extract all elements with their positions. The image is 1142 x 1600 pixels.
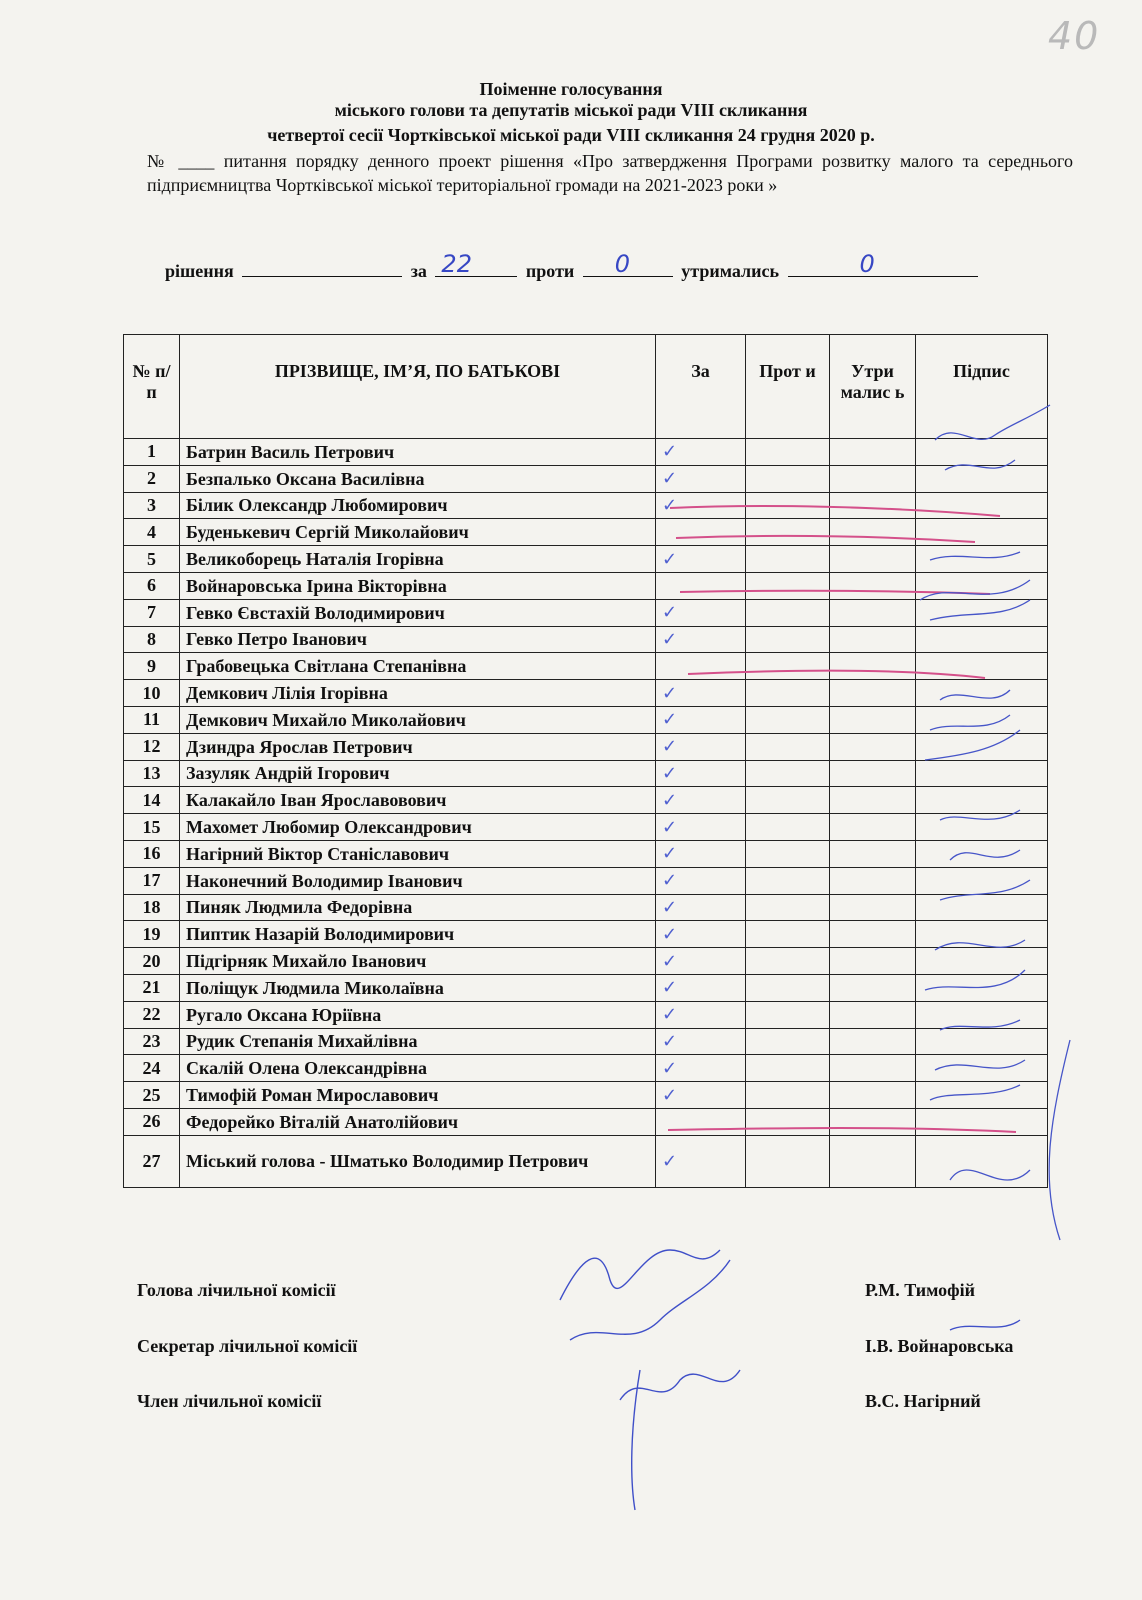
signature-cell bbox=[916, 760, 1048, 787]
check-mark-icon: ✓ bbox=[662, 977, 678, 999]
check-mark-icon: ✓ bbox=[662, 1084, 678, 1106]
commission-head-name: Р.М. Тимофій bbox=[865, 1280, 976, 1300]
vote-za-cell bbox=[656, 733, 746, 760]
vote-proty-cell bbox=[746, 653, 830, 680]
header-sign: Підпис bbox=[916, 335, 1048, 439]
table-row bbox=[124, 1028, 1048, 1055]
deputy-name: Калакайло Іван Ярославовович bbox=[180, 787, 656, 814]
signature-cell bbox=[916, 1082, 1048, 1109]
signature-cell bbox=[916, 680, 1048, 707]
check-mark-icon: ✓ bbox=[662, 736, 678, 758]
check-mark-icon: ✓ bbox=[662, 950, 678, 972]
vote-za-cell bbox=[656, 787, 746, 814]
title-line-1: Поіменне голосування bbox=[479, 79, 663, 99]
row-number: 5 bbox=[124, 546, 180, 573]
vote-proty-cell bbox=[746, 599, 830, 626]
row-number: 6 bbox=[124, 572, 180, 599]
agenda-item-text: № ____ питання порядку денного проект рішення «Про затвердження Програми розвитку малого та середнього підприємництва Чортківської міської територіальної громади на 2021-2023 роки » bbox=[147, 151, 1073, 195]
vote-proty-cell bbox=[746, 840, 830, 867]
vote-za-cell bbox=[656, 519, 746, 546]
check-mark-icon: ✓ bbox=[662, 1030, 678, 1052]
row-number: 8 bbox=[124, 626, 180, 653]
vote-proty-cell bbox=[746, 706, 830, 733]
vote-utr-cell bbox=[830, 599, 916, 626]
vote-utr-cell bbox=[830, 626, 916, 653]
signature-cell bbox=[916, 439, 1048, 466]
vote-proty-cell bbox=[746, 439, 830, 466]
vote-utr-cell bbox=[830, 1055, 916, 1082]
vote-utr-cell bbox=[830, 894, 916, 921]
signature-cell bbox=[916, 492, 1048, 519]
row-number: 9 bbox=[124, 653, 180, 680]
deputy-name: Батрин Василь Петрович bbox=[180, 439, 656, 466]
vote-za-cell bbox=[656, 867, 746, 894]
table-row bbox=[124, 1108, 1048, 1135]
check-mark-icon: ✓ bbox=[662, 896, 678, 918]
signature-cell bbox=[916, 546, 1048, 573]
deputy-name: Буденькевич Сергій Миколайович bbox=[180, 519, 656, 546]
signature-cell bbox=[916, 787, 1048, 814]
vote-za-cell bbox=[656, 1055, 746, 1082]
vote-proty-cell bbox=[746, 867, 830, 894]
title-line-3: четвертої сесії Чортківської міської ради VIII скликання 24 грудня 2020 р. bbox=[267, 125, 875, 145]
deputy-name: Пиптик Назарій Володимирович bbox=[180, 921, 656, 948]
check-mark-icon: ✓ bbox=[662, 789, 678, 811]
commission-secretary-name: І.В. Войнаровська bbox=[865, 1336, 1014, 1356]
utr-count-handwritten: 0 bbox=[859, 250, 875, 278]
row-number: 18 bbox=[124, 894, 180, 921]
deputy-name: Зазуляк Андрій Ігорович bbox=[180, 760, 656, 787]
table-row bbox=[124, 974, 1048, 1001]
table-row bbox=[124, 1082, 1048, 1109]
vote-utr-cell bbox=[830, 974, 916, 1001]
row-number: 17 bbox=[124, 867, 180, 894]
check-mark-icon: ✓ bbox=[662, 923, 678, 945]
vote-utr-cell bbox=[830, 948, 916, 975]
vote-za-cell bbox=[656, 814, 746, 841]
vote-za-cell bbox=[656, 546, 746, 573]
signature-cell bbox=[916, 974, 1048, 1001]
signature-cell bbox=[916, 626, 1048, 653]
vote-za-cell bbox=[656, 948, 746, 975]
vote-za-cell bbox=[656, 680, 746, 707]
signature-cell bbox=[916, 572, 1048, 599]
vote-proty-cell bbox=[746, 894, 830, 921]
decision-blank bbox=[242, 258, 402, 277]
check-mark-icon: ✓ bbox=[662, 1150, 678, 1172]
vote-za-cell bbox=[656, 572, 746, 599]
check-mark-icon: ✓ bbox=[662, 682, 678, 704]
vote-proty-cell bbox=[746, 787, 830, 814]
table-row bbox=[124, 680, 1048, 707]
deputy-name: Підгірняк Михайло Іванович bbox=[180, 948, 656, 975]
header-name: ПРІЗВИЩЕ, ІМ’Я, ПО БАТЬКОВІ bbox=[180, 335, 656, 439]
table-row bbox=[124, 760, 1048, 787]
deputy-name: Великоборець Наталія Ігорівна bbox=[180, 546, 656, 573]
vote-proty-cell bbox=[746, 626, 830, 653]
deputy-name: Демкович Лілія Ігорівна bbox=[180, 680, 656, 707]
table-row bbox=[124, 546, 1048, 573]
vote-proty-cell bbox=[746, 492, 830, 519]
vote-utr-cell bbox=[830, 867, 916, 894]
vote-utr-cell bbox=[830, 1082, 916, 1109]
check-mark-icon: ✓ bbox=[662, 762, 678, 784]
row-number: 24 bbox=[124, 1055, 180, 1082]
vote-proty-cell bbox=[746, 814, 830, 841]
deputy-name: Грабовецька Світлана Степанівна bbox=[180, 653, 656, 680]
commission-signature bbox=[950, 1320, 1020, 1330]
table-row bbox=[124, 867, 1048, 894]
signature-cell bbox=[916, 1028, 1048, 1055]
vote-proty-cell bbox=[746, 974, 830, 1001]
vote-utr-cell bbox=[830, 546, 916, 573]
utr-label: утримались bbox=[681, 261, 779, 281]
vote-za-cell bbox=[656, 974, 746, 1001]
page-number: 40 bbox=[1048, 14, 1101, 58]
vote-proty-cell bbox=[746, 1082, 830, 1109]
row-number: 22 bbox=[124, 1001, 180, 1028]
vote-proty-cell bbox=[746, 572, 830, 599]
row-number: 25 bbox=[124, 1082, 180, 1109]
vote-za-cell bbox=[656, 599, 746, 626]
vote-utr-cell bbox=[830, 1108, 916, 1135]
check-mark-icon: ✓ bbox=[662, 602, 678, 624]
vote-za-cell bbox=[656, 1001, 746, 1028]
vote-za-cell bbox=[656, 492, 746, 519]
row-number: 26 bbox=[124, 1108, 180, 1135]
table-row bbox=[124, 1055, 1048, 1082]
vote-table-body bbox=[124, 439, 1048, 1188]
table-row bbox=[124, 894, 1048, 921]
vote-utr-cell bbox=[830, 572, 916, 599]
vote-za-cell bbox=[656, 653, 746, 680]
za-label: за bbox=[410, 261, 427, 281]
deputy-name: Войнаровська Ірина Вікторівна bbox=[180, 572, 656, 599]
commission-member-role: Член лічильної комісії bbox=[137, 1391, 322, 1411]
deputy-name: Наконечний Володимир Іванович bbox=[180, 867, 656, 894]
signature-cell bbox=[916, 1108, 1048, 1135]
deputy-name: Міський голова - Шматько Володимир Петрович bbox=[180, 1135, 656, 1187]
signature-cell bbox=[916, 1001, 1048, 1028]
table-row bbox=[124, 572, 1048, 599]
table-row bbox=[124, 599, 1048, 626]
signature-cell bbox=[916, 867, 1048, 894]
signature-cell bbox=[916, 519, 1048, 546]
vote-utr-cell bbox=[830, 733, 916, 760]
row-number: 20 bbox=[124, 948, 180, 975]
row-number: 3 bbox=[124, 492, 180, 519]
check-mark-icon: ✓ bbox=[662, 1004, 678, 1026]
vote-utr-cell bbox=[830, 787, 916, 814]
deputy-name: Федорейко Віталій Анатолійович bbox=[180, 1108, 656, 1135]
table-row bbox=[124, 787, 1048, 814]
table-row bbox=[124, 706, 1048, 733]
deputy-name: Пиняк Людмила Федорівна bbox=[180, 894, 656, 921]
check-mark-icon: ✓ bbox=[662, 548, 678, 570]
check-mark-icon: ✓ bbox=[662, 468, 678, 490]
header-utr: Утри малис ь bbox=[830, 335, 916, 439]
table-row bbox=[124, 1001, 1048, 1028]
vote-proty-cell bbox=[746, 921, 830, 948]
deputy-name: Демкович Михайло Миколайович bbox=[180, 706, 656, 733]
vote-table bbox=[123, 334, 1048, 1188]
row-number: 4 bbox=[124, 519, 180, 546]
vote-za-cell bbox=[656, 465, 746, 492]
deputy-name: Безпалько Оксана Василівна bbox=[180, 465, 656, 492]
commission-signature bbox=[560, 1250, 730, 1340]
header-num: № п/п bbox=[124, 335, 180, 439]
check-mark-icon: ✓ bbox=[662, 843, 678, 865]
signature-cell bbox=[916, 653, 1048, 680]
table-row bbox=[124, 921, 1048, 948]
vote-proty-cell bbox=[746, 1135, 830, 1187]
check-mark-icon: ✓ bbox=[662, 441, 678, 463]
commission-member-name: В.С. Нагірний bbox=[865, 1391, 981, 1411]
table-row bbox=[124, 733, 1048, 760]
deputy-name: Дзиндра Ярослав Петрович bbox=[180, 733, 656, 760]
row-number: 1 bbox=[124, 439, 180, 466]
row-number: 21 bbox=[124, 974, 180, 1001]
commission-signature bbox=[620, 1370, 740, 1510]
vote-proty-cell bbox=[746, 465, 830, 492]
table-row bbox=[124, 814, 1048, 841]
signature-cell bbox=[916, 948, 1048, 975]
table-row bbox=[124, 840, 1048, 867]
vote-proty-cell bbox=[746, 1001, 830, 1028]
deputy-name: Ругало Оксана Юріївна bbox=[180, 1001, 656, 1028]
signature-cell bbox=[916, 733, 1048, 760]
proty-blank bbox=[583, 250, 673, 278]
table-row bbox=[124, 626, 1048, 653]
vote-utr-cell bbox=[830, 439, 916, 466]
vote-za-cell bbox=[656, 1082, 746, 1109]
vote-proty-cell bbox=[746, 948, 830, 975]
table-row bbox=[124, 948, 1048, 975]
row-number: 11 bbox=[124, 706, 180, 733]
row-number: 13 bbox=[124, 760, 180, 787]
vote-za-cell bbox=[656, 439, 746, 466]
commission-secretary-role: Секретар лічильної комісії bbox=[137, 1336, 358, 1356]
row-number: 2 bbox=[124, 465, 180, 492]
vote-za-cell bbox=[656, 1135, 746, 1187]
signature-cell bbox=[916, 599, 1048, 626]
signature-cell bbox=[916, 706, 1048, 733]
title-line-2: міського голови та депутатів міської ради VIII скликання bbox=[334, 100, 808, 120]
check-mark-icon: ✓ bbox=[662, 870, 678, 892]
check-mark-icon: ✓ bbox=[662, 816, 678, 838]
decision-summary bbox=[165, 250, 982, 282]
header-za: За bbox=[656, 335, 746, 439]
deputy-name: Нагірний Віктор Станіславович bbox=[180, 840, 656, 867]
commission-head-role: Голова лічильної комісії bbox=[137, 1280, 336, 1300]
table-row bbox=[124, 653, 1048, 680]
deputy-name: Гевко Петро Іванович bbox=[180, 626, 656, 653]
vote-utr-cell bbox=[830, 840, 916, 867]
vote-za-cell bbox=[656, 706, 746, 733]
vote-utr-cell bbox=[830, 519, 916, 546]
row-number: 15 bbox=[124, 814, 180, 841]
vote-utr-cell bbox=[830, 1001, 916, 1028]
vote-proty-cell bbox=[746, 680, 830, 707]
row-number: 23 bbox=[124, 1028, 180, 1055]
signature-cell bbox=[916, 1135, 1048, 1187]
signature-cell bbox=[916, 921, 1048, 948]
vote-utr-cell bbox=[830, 760, 916, 787]
vote-utr-cell bbox=[830, 706, 916, 733]
vote-utr-cell bbox=[830, 653, 916, 680]
decision-label: рішення bbox=[165, 261, 234, 281]
table-row bbox=[124, 492, 1048, 519]
vote-za-cell bbox=[656, 840, 746, 867]
signature-cell bbox=[916, 814, 1048, 841]
vote-za-cell bbox=[656, 760, 746, 787]
vote-proty-cell bbox=[746, 1055, 830, 1082]
table-row bbox=[124, 519, 1048, 546]
row-number: 27 bbox=[124, 1135, 180, 1187]
vote-utr-cell bbox=[830, 1028, 916, 1055]
row-number: 10 bbox=[124, 680, 180, 707]
za-blank bbox=[435, 250, 517, 278]
row-number: 14 bbox=[124, 787, 180, 814]
vote-za-cell bbox=[656, 921, 746, 948]
deputy-name: Білик Олександр Любомирович bbox=[180, 492, 656, 519]
vote-proty-cell bbox=[746, 1028, 830, 1055]
check-mark-icon: ✓ bbox=[662, 494, 678, 516]
table-row bbox=[124, 439, 1048, 466]
vote-proty-cell bbox=[746, 519, 830, 546]
check-mark-icon: ✓ bbox=[662, 709, 678, 731]
vote-utr-cell bbox=[830, 921, 916, 948]
deputy-name: Скалій Олена Олександрівна bbox=[180, 1055, 656, 1082]
vote-proty-cell bbox=[746, 733, 830, 760]
signature-cell bbox=[916, 1055, 1048, 1082]
vote-za-cell bbox=[656, 1028, 746, 1055]
deputy-name: Гевко Євстахій Володимирович bbox=[180, 599, 656, 626]
vote-za-cell bbox=[656, 626, 746, 653]
check-mark-icon: ✓ bbox=[662, 1057, 678, 1079]
row-number: 16 bbox=[124, 840, 180, 867]
vote-utr-cell bbox=[830, 680, 916, 707]
row-number: 12 bbox=[124, 733, 180, 760]
signature-cell bbox=[916, 840, 1048, 867]
vote-proty-cell bbox=[746, 546, 830, 573]
vote-utr-cell bbox=[830, 492, 916, 519]
vote-utr-cell bbox=[830, 465, 916, 492]
signature-cell bbox=[916, 465, 1048, 492]
vote-utr-cell bbox=[830, 1135, 916, 1187]
header-proty: Прот и bbox=[746, 335, 830, 439]
table-row bbox=[124, 465, 1048, 492]
vote-za-cell bbox=[656, 894, 746, 921]
table-row bbox=[124, 1135, 1048, 1187]
row-number: 19 bbox=[124, 921, 180, 948]
za-count-handwritten: 22 bbox=[441, 250, 472, 278]
deputy-name: Поліщук Людмила Миколаївна bbox=[180, 974, 656, 1001]
deputy-name: Махомет Любомир Олександрович bbox=[180, 814, 656, 841]
vote-proty-cell bbox=[746, 760, 830, 787]
vote-za-cell bbox=[656, 1108, 746, 1135]
deputy-name: Рудик Степанія Михайлівна bbox=[180, 1028, 656, 1055]
signature-cell bbox=[916, 894, 1048, 921]
proty-label: проти bbox=[525, 261, 575, 281]
vote-proty-cell bbox=[746, 1108, 830, 1135]
proty-count-handwritten: 0 bbox=[614, 250, 631, 278]
utr-blank bbox=[788, 250, 978, 278]
check-mark-icon: ✓ bbox=[662, 628, 678, 650]
vote-utr-cell bbox=[830, 814, 916, 841]
row-number: 7 bbox=[124, 599, 180, 626]
deputy-name: Тимофій Роман Мирославович bbox=[180, 1082, 656, 1109]
